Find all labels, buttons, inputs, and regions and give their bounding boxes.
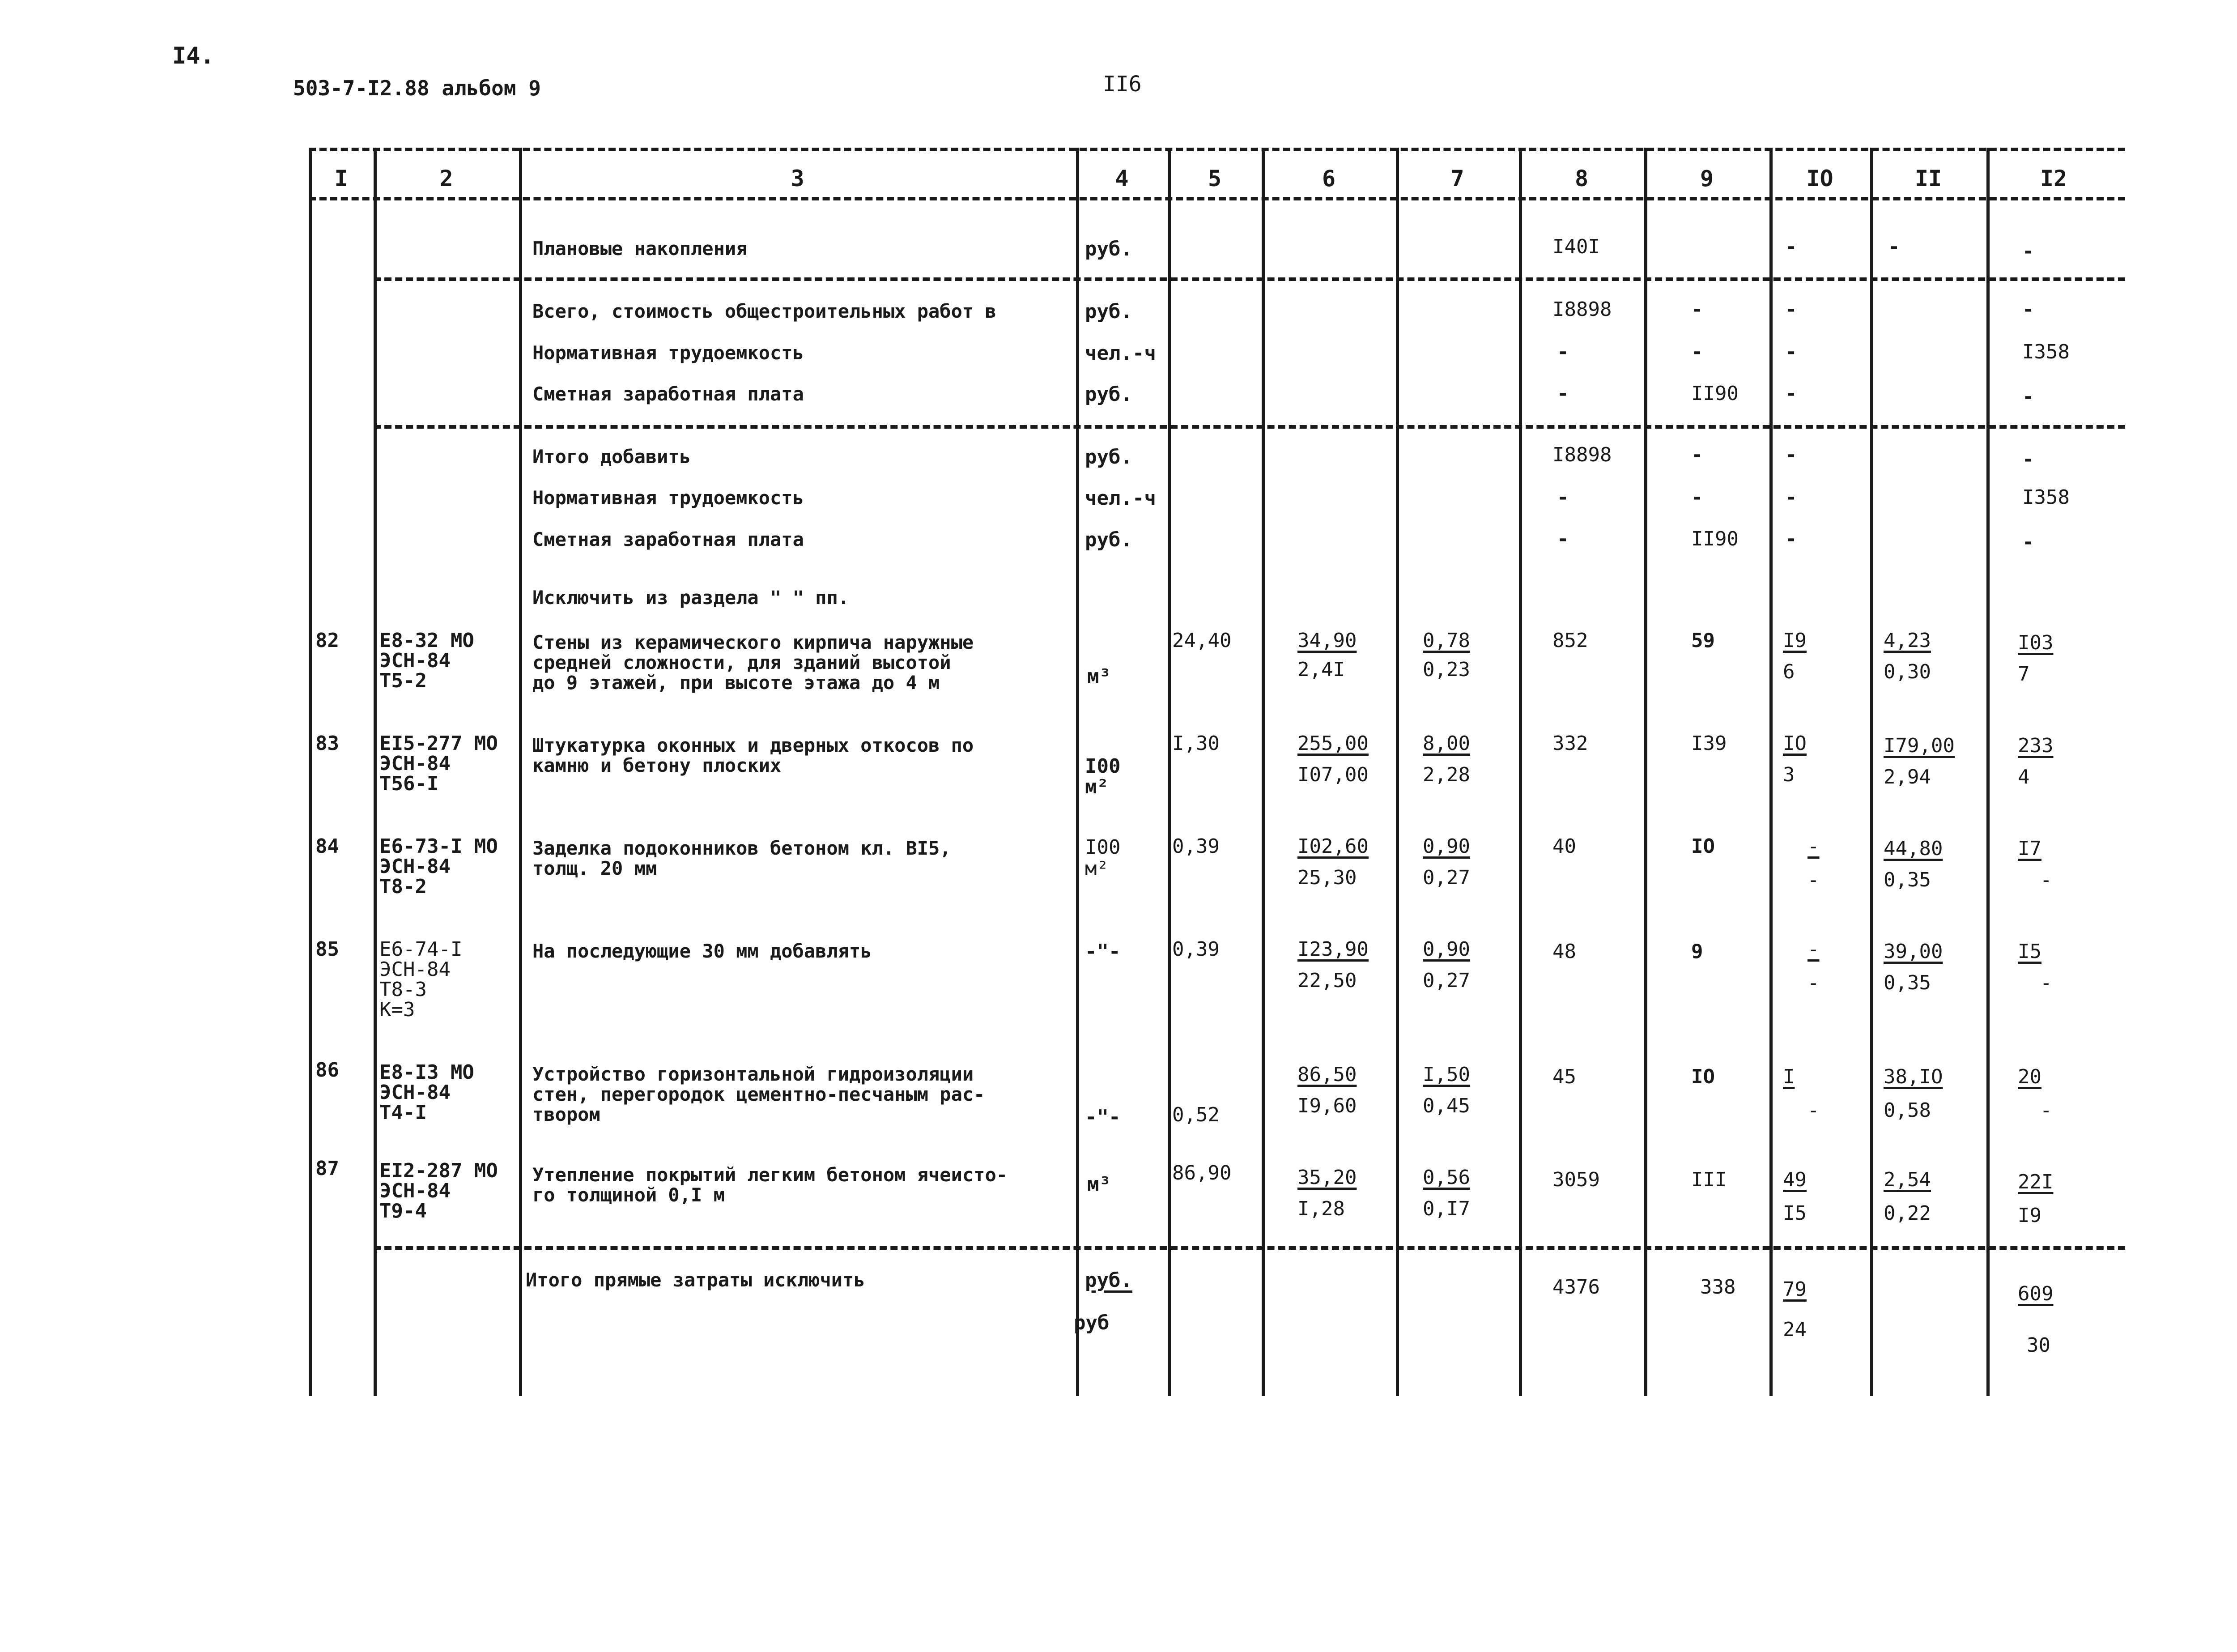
col12-bottom: 4 — [2018, 766, 2030, 788]
total-unit: руб. — [1085, 1269, 1132, 1292]
col8-value: 852 — [1552, 629, 1588, 652]
col11-bottom: 0,35 — [1884, 869, 1931, 891]
item-unit: м³ — [1087, 1173, 1111, 1196]
item-code: T5-2 — [379, 669, 427, 692]
col10-value: - — [1785, 528, 1797, 550]
col6-bottom: I9,60 — [1297, 1094, 1357, 1117]
col-header-2: 2 — [439, 166, 453, 192]
page-number: II6 — [1103, 72, 1142, 97]
col9-value: - — [1691, 298, 1703, 321]
col10-value: - — [1785, 235, 1797, 258]
col8-value: 40 — [1552, 835, 1576, 858]
item-unit: I00 м² — [1085, 755, 1121, 799]
col9-value: - — [1691, 341, 1703, 363]
item-description: Заделка подоконников бетоном кл. BI5, — [532, 837, 951, 859]
col8-value: 48 — [1552, 940, 1576, 963]
col9-value: - — [1691, 486, 1703, 509]
col12-value: I358 — [2022, 341, 2070, 363]
col11-bottom: 0,58 — [1884, 1099, 1931, 1122]
col-header-4: 4 — [1115, 166, 1129, 192]
col-header-7: 7 — [1450, 166, 1464, 192]
col10-top: - — [1807, 938, 1820, 961]
col6-top: 255,00 — [1297, 732, 1369, 755]
item-number: 85 — [315, 938, 339, 961]
col8-value: 332 — [1552, 732, 1588, 755]
item-code: E6-74-I — [379, 938, 463, 961]
item-code: K=3 — [379, 998, 415, 1021]
col9-value: - — [1691, 443, 1703, 466]
item-number: 83 — [315, 732, 339, 755]
total-col12-top: 609 — [2018, 1282, 2054, 1305]
col10-value: - — [1785, 486, 1797, 509]
col7-top: 8,00 — [1423, 732, 1470, 755]
col6-bottom: 22,50 — [1297, 969, 1357, 992]
col6-top: 34,90 — [1297, 629, 1357, 652]
col10-top: I9 — [1783, 629, 1807, 652]
total-col9: 338 — [1700, 1276, 1736, 1299]
item-number: 82 — [315, 629, 339, 652]
col10-value: - — [1785, 382, 1797, 405]
col10-top: - — [1807, 835, 1820, 858]
row-unit: чел.-ч — [1085, 487, 1156, 510]
item-code: T8-2 — [379, 875, 427, 898]
col7-bottom: 0,I7 — [1423, 1197, 1470, 1220]
col-header-12: I2 — [2040, 166, 2067, 192]
item-code: E8-I3 МО — [379, 1061, 474, 1084]
col11-top: 2,54 — [1884, 1168, 1931, 1191]
col9-value: IO — [1691, 835, 1715, 858]
item-code: T8-3 — [379, 978, 427, 1001]
col10-top: 49 — [1783, 1168, 1807, 1191]
col10-value: - — [1785, 298, 1797, 321]
item-code: EI2-287 МО — [379, 1159, 498, 1182]
col6-top: I02,60 — [1297, 835, 1369, 858]
col12-value: - — [2022, 240, 2034, 263]
item-description: стен, перегородок цементно-песчаным рас- — [532, 1083, 985, 1105]
col12-top: I5 — [2018, 940, 2041, 963]
col12-value: I358 — [2022, 486, 2070, 509]
item-code: E6-73-I МО — [379, 835, 498, 858]
item-unit: -"- — [1085, 1106, 1121, 1128]
item-description: камню и бетону плоских — [532, 754, 782, 776]
col10-value: - — [1785, 341, 1797, 363]
item-code: ЭСН-84 — [379, 958, 451, 981]
item-code: ЭСН-84 — [379, 752, 451, 775]
col11-top: 44,80 — [1884, 837, 1943, 860]
col9-value: I39 — [1691, 732, 1727, 755]
col-header-9: 9 — [1700, 166, 1714, 192]
item-description: го толщиной 0,I м — [532, 1184, 725, 1206]
item-number: 87 — [315, 1157, 339, 1180]
col11-top: 39,00 — [1884, 940, 1943, 963]
item-unit: I00 м² — [1085, 836, 1121, 881]
row-name: Нормативная трудоемкость — [532, 487, 804, 509]
item-number: 84 — [315, 835, 339, 858]
col11-top: 38,IO — [1884, 1065, 1943, 1088]
col11-bottom: 2,94 — [1884, 766, 1931, 788]
col6-bottom: I,28 — [1297, 1197, 1345, 1220]
col11-bottom: 0,35 — [1884, 971, 1931, 994]
col12-value: - — [2022, 298, 2034, 321]
item-code: ЭСН-84 — [379, 1081, 451, 1104]
col11-bottom: 0,30 — [1884, 660, 1931, 683]
col8-value: I40I — [1552, 235, 1600, 258]
total-col10-top: 79 — [1783, 1278, 1807, 1301]
col12-top: I03 — [2018, 631, 2054, 654]
col8-value: - — [1557, 382, 1569, 405]
col10-bottom: 3 — [1783, 763, 1795, 786]
item-quantity: 24,40 — [1172, 629, 1232, 652]
item-description: На последующие 30 мм добавлять — [532, 940, 872, 962]
col8-value: I8898 — [1552, 298, 1612, 321]
item-description: Устройство горизонтальной гидроизоляции — [532, 1063, 974, 1085]
total-col10-bottom: 24 — [1783, 1318, 1807, 1341]
corner-mark: I4. — [172, 43, 214, 69]
item-description: Штукатурка оконных и дверных откосов по — [532, 734, 974, 756]
col9-value: II90 — [1691, 382, 1739, 405]
col12-value: - — [2022, 448, 2034, 471]
item-description: Стены из керамического кирпича наружные — [532, 631, 974, 653]
col7-bottom: 0,45 — [1423, 1094, 1470, 1117]
row-name: Сметная заработная плата — [532, 528, 804, 550]
total-unit-2: руб — [1074, 1311, 1110, 1334]
item-code: ЭСН-84 — [379, 1179, 451, 1202]
item-code: T9-4 — [379, 1200, 427, 1222]
col12-bottom: - — [2040, 1099, 2052, 1122]
col10-top: I — [1783, 1065, 1795, 1088]
item-code: ЭСН-84 — [379, 649, 451, 672]
col10-bottom: - — [1807, 869, 1820, 891]
col-header-3: 3 — [791, 166, 804, 192]
item-description: толщ. 20 мм — [532, 857, 657, 879]
col10-bottom: - — [1807, 1099, 1820, 1122]
col6-bottom: I07,00 — [1297, 763, 1369, 786]
total-label: Итого прямые затраты исключить — [526, 1269, 865, 1291]
row-unit: руб. — [1085, 383, 1132, 406]
col12-top: 22I — [2018, 1171, 2054, 1193]
col6-bottom: 25,30 — [1297, 866, 1357, 889]
col8-value: - — [1557, 341, 1569, 363]
total-col12-bottom: 30 — [2027, 1334, 2050, 1357]
exclude-heading: Исключить из раздела " " пп. — [532, 587, 850, 609]
row-name: Итого добавить — [532, 446, 691, 468]
col11-top: 4,23 — [1884, 629, 1931, 652]
item-quantity: 0,39 — [1172, 938, 1220, 961]
col7-bottom: 0,27 — [1423, 969, 1470, 992]
col7-top: 0,56 — [1423, 1166, 1470, 1189]
item-quantity: I,30 — [1172, 732, 1220, 755]
document-code: 503-7-I2.88 альбом 9 — [293, 76, 541, 100]
col11-bottom: 0,22 — [1884, 1202, 1931, 1225]
col12-top: 20 — [2018, 1065, 2041, 1088]
col9-value: II90 — [1691, 528, 1739, 550]
col6-bottom: 2,4I — [1297, 658, 1345, 681]
col10-bottom: 6 — [1783, 660, 1795, 683]
col6-top: 35,20 — [1297, 1166, 1357, 1189]
item-code: T56-I — [379, 772, 439, 795]
col7-top: I,50 — [1423, 1063, 1470, 1086]
col7-bottom: 0,23 — [1423, 658, 1470, 681]
col8-value: - — [1557, 486, 1569, 509]
item-code: T4-I — [379, 1101, 427, 1124]
col-header-10: IO — [1806, 166, 1833, 192]
row-unit: руб. — [1085, 300, 1132, 323]
item-description: средней сложности, для зданий высотой — [532, 651, 951, 673]
col12-bottom: - — [2040, 971, 2052, 994]
col-header-6: 6 — [1322, 166, 1336, 192]
item-code: EI5-277 МО — [379, 732, 498, 755]
row-unit: руб. — [1085, 446, 1132, 468]
col-header-8: 8 — [1574, 166, 1589, 192]
col8-value: 3059 — [1552, 1168, 1600, 1191]
total-col8: 4376 — [1552, 1276, 1600, 1299]
row-name: Сметная заработная плата — [532, 383, 804, 405]
col6-top: I23,90 — [1297, 938, 1369, 961]
item-unit: -"- — [1085, 940, 1121, 963]
row-unit: руб. — [1085, 528, 1132, 551]
col7-bottom: 2,28 — [1423, 763, 1470, 786]
col-header-1: I — [334, 166, 348, 192]
item-quantity: 0,39 — [1172, 835, 1220, 858]
col12-value: - — [2022, 531, 2034, 554]
col9-value: 59 — [1691, 629, 1715, 652]
item-description: твором — [532, 1103, 600, 1125]
row-name: Плановые накопления — [532, 238, 748, 260]
col7-top: 0,90 — [1423, 835, 1470, 858]
item-code: E8-32 МО — [379, 629, 474, 652]
col9-value: IO — [1691, 1065, 1715, 1088]
col9-value: III — [1691, 1168, 1727, 1191]
item-description: до 9 этажей, при высоте этажа до 4 м — [532, 672, 940, 694]
col11-top: I79,00 — [1884, 734, 1955, 757]
col7-bottom: 0,27 — [1423, 866, 1470, 889]
col9-value: 9 — [1691, 940, 1703, 963]
col6-top: 86,50 — [1297, 1063, 1357, 1086]
col8-value: 45 — [1552, 1065, 1576, 1088]
col12-value: - — [2022, 385, 2034, 408]
col11-value: - — [1888, 235, 1900, 258]
item-number: 86 — [315, 1059, 339, 1081]
item-code: ЭСН-84 — [379, 855, 451, 878]
item-quantity: 86,90 — [1172, 1162, 1232, 1184]
item-quantity: 0,52 — [1172, 1103, 1220, 1126]
col10-bottom: - — [1807, 971, 1820, 994]
col7-top: 0,78 — [1423, 629, 1470, 652]
col-header-5: 5 — [1208, 166, 1222, 192]
col-header-11: II — [1914, 166, 1942, 192]
row-unit: чел.-ч — [1085, 342, 1156, 365]
item-description: Утепление покрытий легким бетоном ячеисто- — [532, 1164, 1008, 1186]
col10-bottom: I5 — [1783, 1202, 1807, 1225]
col10-value: - — [1785, 443, 1797, 466]
row-name: Нормативная трудоемкость — [532, 342, 804, 364]
col12-bottom: I9 — [2018, 1204, 2041, 1227]
col10-top: IO — [1783, 732, 1807, 755]
col12-bottom: 7 — [2018, 663, 2030, 685]
col8-value: - — [1557, 528, 1569, 550]
col12-bottom: - — [2040, 869, 2052, 891]
row-name: Всего, стоимость общестроительных работ в — [532, 300, 996, 322]
col12-top: I7 — [2018, 837, 2041, 860]
col8-value: I8898 — [1552, 443, 1612, 466]
row-unit: руб. — [1085, 238, 1132, 260]
col12-top: 233 — [2018, 734, 2054, 757]
item-unit: м³ — [1087, 665, 1111, 688]
col7-top: 0,90 — [1423, 938, 1470, 961]
